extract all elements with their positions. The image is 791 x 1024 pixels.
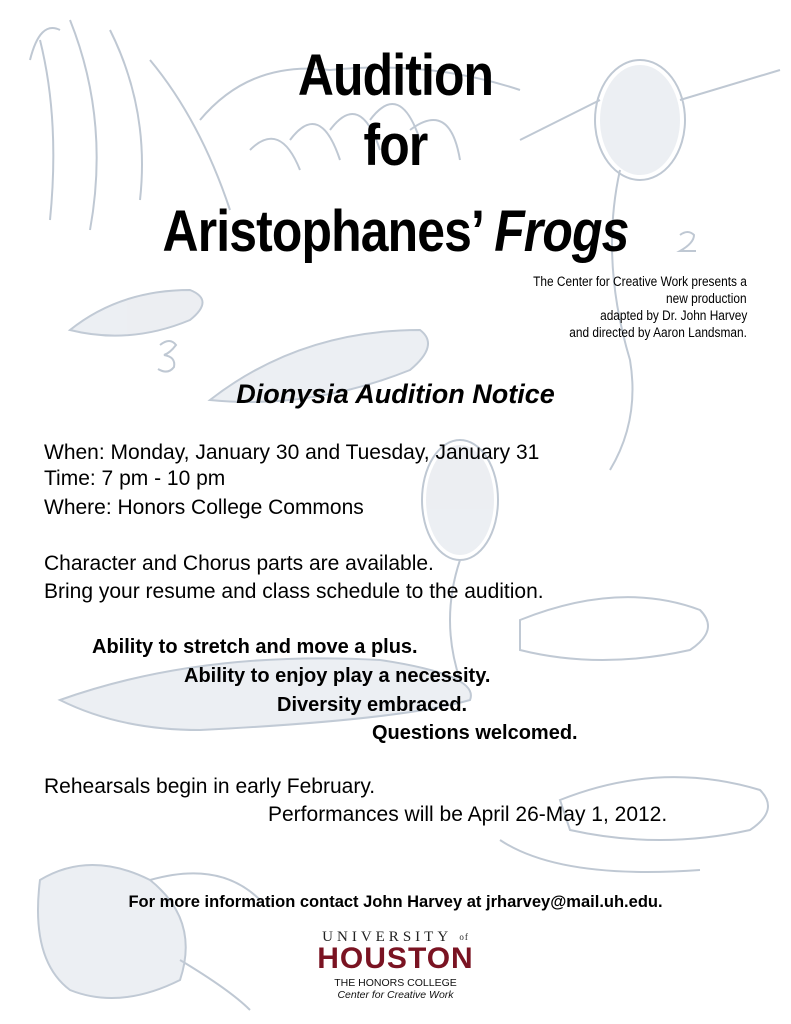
rehearsals-line: Rehearsals begin in early February. bbox=[44, 775, 376, 798]
credit-line-3: adapted by Dr. John Harvey bbox=[599, 308, 747, 323]
credit-line-2: new production bbox=[666, 291, 747, 306]
performances-line: Performances will be April 26-May 1, 2012. bbox=[268, 803, 668, 826]
logo-university-text: UNIVERSITY bbox=[322, 929, 452, 945]
parts-line-1: Character and Chorus parts are available. bbox=[44, 552, 434, 575]
title-line-2: for bbox=[363, 113, 428, 178]
credit-line-4: and directed by Aaron Landsman. bbox=[569, 325, 747, 340]
quality-2: Ability to enjoy play a necessity. bbox=[184, 665, 491, 687]
title-line-1: Audition bbox=[297, 43, 494, 108]
detail-when: When: Monday, January 30 and Tuesday, January 31 bbox=[44, 441, 540, 464]
title-line-3 bbox=[55, 200, 735, 264]
quality-4: Questions welcomed. bbox=[372, 722, 578, 744]
parts-line-2: Bring your resume and class schedule to the audition. bbox=[44, 580, 544, 603]
logo-honors-college: THE HONORS COLLEGE bbox=[334, 977, 457, 989]
detail-time: Time: 7 pm - 10 pm bbox=[44, 467, 226, 490]
contact-info: For more information contact John Harvey at jrharvey@mail.uh.edu. bbox=[128, 893, 663, 911]
title-play-name: Frogs bbox=[494, 199, 629, 264]
credit-line-1: The Center for Creative Work presents a bbox=[533, 274, 747, 289]
logo-of-text: of bbox=[459, 932, 469, 942]
title-play-author: Aristophanes’ bbox=[162, 199, 495, 264]
quality-3: Diversity embraced. bbox=[277, 694, 468, 716]
logo-houston-word: HOUSTON bbox=[317, 942, 474, 975]
detail-where: Where: Honors College Commons bbox=[44, 496, 364, 519]
notice-title: Dionysia Audition Notice bbox=[236, 379, 555, 409]
quality-1: Ability to stretch and move a plus. bbox=[92, 636, 418, 658]
logo-center-creative-work: Center for Creative Work bbox=[337, 989, 454, 1001]
